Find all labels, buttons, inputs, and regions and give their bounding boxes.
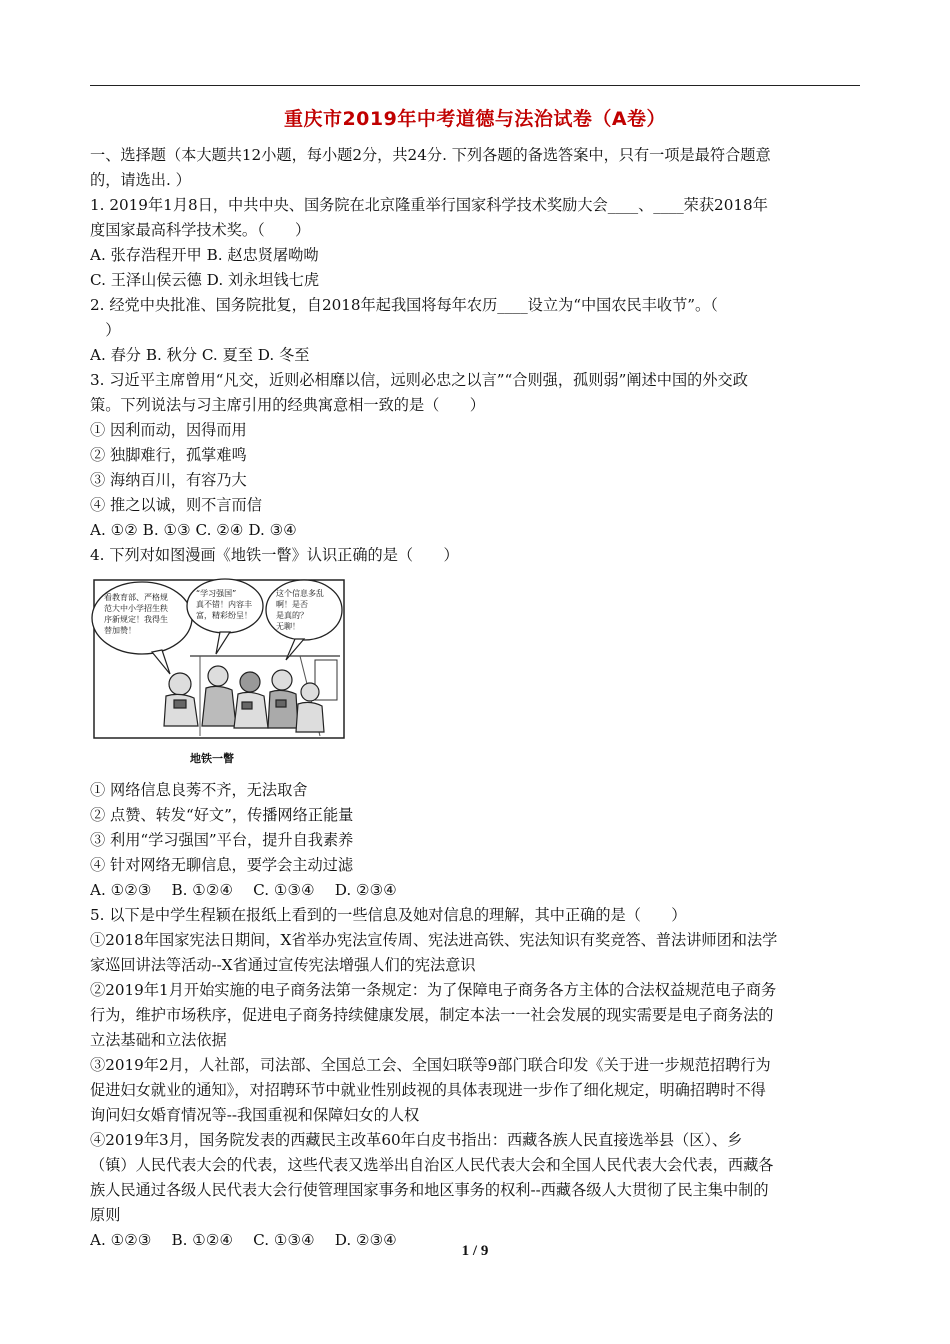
text-line: A. ①②③ B. ①②④ C. ①③④ D. ②③④: [90, 1231, 397, 1249]
text-line: 族人民通过各级人民代表大会行使管理国家事务和地区事务的权利--西藏各级人大贯彻了民主集中制的: [90, 1181, 769, 1199]
text-line: 询问妇女婚育情况等--我国重视和保障妇女的人权: [90, 1106, 420, 1124]
exam-content: [90, 143, 862, 1253]
text-line: （镇）人民代表大会的代表，这些代表又选举出自治区人民代表大会和全国人民代表大会代表，西藏各: [90, 1156, 774, 1174]
text-line: 原则: [90, 1206, 121, 1224]
text-line: ②2019年1月开始实施的电子商务法第一条规定：为了保障电子商务各方主体的合法权益规范电子商务: [90, 981, 777, 999]
text-line: 3. 习近平主席曾用“凡交，近则必相靡以信，远则必忠之以言”“合则强，孤则弱”阐述中国的外交政: [90, 371, 748, 389]
text-line: A. ①②③ B. ①②④ C. ①③④ D. ②③④: [90, 881, 397, 899]
text-line: 5. 以下是中学生程颖在报纸上看到的一些信息及她对信息的理解，其中正确的是（ ）: [90, 906, 687, 924]
text-line: ① 因利而动，因得而用: [90, 421, 247, 439]
text-line: 策。下列说法与习主席引用的经典寓意相一致的是（ ）: [90, 396, 485, 414]
text-line: ③2019年2月，人社部，司法部、全国总工会、全国妇联等9部门联合印发《关于进一步规范招聘行为: [90, 1056, 771, 1074]
text-line: ① 网络信息良莠不齐，无法取舍: [90, 781, 308, 799]
questions-part-1: [90, 143, 862, 568]
bubble-text-line: 替加赞！: [104, 626, 136, 635]
bubble-text-line: 富，精彩纷呈！: [196, 611, 252, 620]
header-rule: [90, 85, 860, 86]
questions-part-2: [90, 778, 862, 1253]
page-number: 1 / 9: [461, 1243, 489, 1259]
text-line: 家巡回讲法等活动--X省通过宣传宪法增强人们的宪法意识: [90, 956, 476, 974]
text-line: 一、选择题（本大题共12小题，每小题2分，共24分. 下列各题的备选答案中，只有一项是最符合题意: [90, 146, 771, 164]
text-line: A. 张存浩程开甲 B. 赵忠贤屠呦呦: [90, 246, 319, 264]
text-line: 立法基础和立法依据: [90, 1031, 227, 1049]
text-line: ③ 利用“学习强国”平台，提升自我素养: [90, 831, 354, 849]
text-line: 促进妇女就业的通知》，对招聘环节中就业性别歧视的具体表现进一步作了细化规定，明确招聘时不得: [90, 1081, 766, 1099]
text-line: ③ 海纳百川，有容乃大: [90, 471, 247, 489]
text-line: 行为，维护市场秩序，促进电子商务持续健康发展，制定本法一一社会发展的现实需要是电子商务法的: [90, 1006, 774, 1024]
text-line: ② 点赞、转发“好文”，传播网络正能量: [90, 806, 354, 824]
text-line: 的，请选出. ）: [90, 171, 191, 189]
bubble-text-line: 是真的？: [276, 611, 308, 620]
page-title: 重庆市2019年中考道德与法治试卷（A卷）: [283, 108, 667, 130]
text-line: ①2018年国家宪法日期间，X省举办宪法宣传周、宪法进高铁、宪法知识有奖竞答、普法讲师团和法学: [90, 931, 778, 949]
bubble-text-line: “学习强国”: [196, 589, 237, 598]
text-line: 度国家最高科学技术奖。（ ）: [90, 221, 311, 239]
bubble-text-line: 真不错！内容丰: [196, 600, 252, 609]
text-line: 2. 经党中央批准、国务院批复，自2018年起我国将每年农历____设立为“中国农民丰收节”。（: [90, 296, 718, 314]
bubble-text-line: 无聊！: [276, 622, 300, 631]
text-line: 4. 下列对如图漫画《地铁一瞥》认识正确的是（ ）: [90, 546, 459, 564]
text-line: C. 王泽山侯云德 D. 刘永坦钱七虎: [90, 271, 320, 289]
bubble-text-line: 范大中小学招生秩: [104, 604, 168, 613]
comic-illustration: [90, 576, 350, 776]
text-line: ④ 针对网络无聊信息，要学会主动过滤: [90, 856, 354, 874]
text-line: ④2019年3月，国务院发表的西藏民主改革60年白皮书指出：西藏各族人民直接选举县（区）、乡: [90, 1131, 743, 1149]
text-line: ）: [90, 321, 121, 339]
bubble-text-line: 看教育部、严格规: [104, 593, 168, 602]
text-line: A. ①② B. ①③ C. ②④ D. ③④: [90, 521, 297, 539]
bubble-text-line: 啊！是否: [276, 600, 308, 609]
bubble-text-line: 这个信息多乱: [276, 589, 324, 598]
comic-caption: 地铁一瞥: [190, 752, 234, 765]
text-line: 1. 2019年1月8日，中共中央、国务院在北京隆重举行国家科学技术奖励大会____、____荣获2018年: [90, 196, 768, 214]
comic-subway-glimpse: [90, 568, 862, 778]
text-line: ② 独脚难行，孤掌难鸣: [90, 446, 247, 464]
bubble-text-line: 序新规定！我得生: [104, 615, 168, 624]
text-line: ④ 推之以诚，则不言而信: [90, 496, 262, 514]
text-line: A. 春分 B. 秋分 C. 夏至 D. 冬至: [90, 346, 310, 364]
